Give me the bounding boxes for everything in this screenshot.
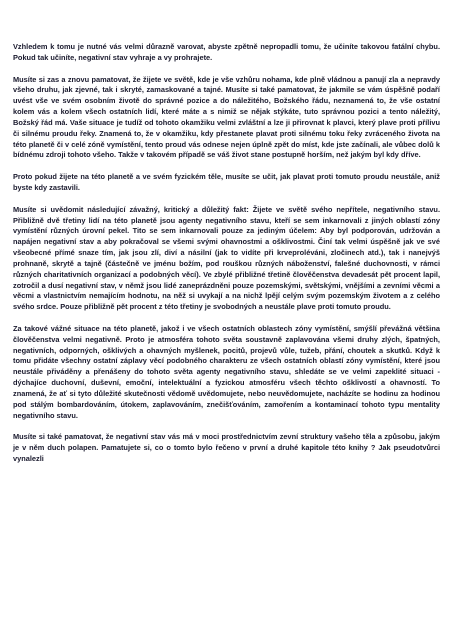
- document-body: [13, 42, 440, 465]
- paragraph-3: Proto pokud žijete na této planetě a ve svém fyzickém těle, musíte se učit, jak plavat proti tomuto proudu neustále, aniž byste kdy zastavili.: [13, 172, 440, 192]
- paragraph-4: Musíte si uvědomit následující závažný, kritický a důležitý fakt: Žijete ve světě svého nepřítele, negativního stavu. Přibližně dvě třetiny lidí na této planetě jsou agenty negativního stavu, kteří se sem inkarnovali z jiných oblastí zóny vymístění různých úrovní pekel. Tito se sem inkarnovali pouze za jediným účelem: Aby byl podporován, udržován a napájen negativní stav a aby pokračoval se všemi svými ohavnostmi a ošklivostmi. Činí tak velmi úspěšně jak ve své všeobecné přímé snaze tím, jak jsou zlí, diví a násilní (jak to vidíte při krveproléváni, zločinech atd.), tak i nanejvýš prohnaně, skrytě a tajně (částečně ve jménu božím, pod rouškou různých náboženství, falešné duchovnosti, v rámci různých charitativních organizací a podobných věcí). Ve zbylé přibližné třetině člověčenstva devadesát pět procent lapil, zotročil a dusí negativní stav, v němž jsou lidé zaneprázdněni pouze pozemskými, světskými, vnějšími a zevními věcmi a věcmi a vlastnictvím nemajícím hodnotu, na něž si uvykají a na nichž lpějí celým svým pozemským životem a z celého svého srdce. Pouze přibližně pět procent z této třetiny je svobodných a neustále plave proti tomuto proudu.: [13, 204, 440, 312]
- paragraph-gap: [13, 64, 440, 75]
- paragraph-1: Vzhledem k tomu je nutné vás velmi důrazně varovat, abyste zpětně nepropadli tomu, že učiníte takovou fatální chybu. Pokud tak učiníte, negativní stav vyhraje a vy prohrajete.: [13, 42, 440, 62]
- paragraph-6: Musíte si také pamatovat, že negativní stav vás má v moci prostřednictvím zevní struktury vašeho těla a způsobu, jakým je v něm duch polapen. Pamatujete si, co o tomto bylo řečeno v první a druhé kapitole této knihy ? Jak pseudotvůrci vynalezli: [13, 432, 440, 464]
- paragraph-gap: [13, 313, 440, 324]
- paragraph-gap: [13, 161, 440, 172]
- paragraph-2: Musíte si zas a znovu pamatovat, že žijete ve světě, kde je vše vzhůru nohama, kde plně vládnou a panují zla a nepravdy všeho druhu, jak zjevné, tak i skryté, zamaskované a tajné. Musíte si také pamatovat, že jakmile se vám úspěšně podaří uvést vše ve svém osobním životě do správné pozice a do náležitého, Božského řádu, neznamená to, že vše ostatní kolem vás a kolem všech ostatních lidí, které máte a s nimiž se nějak stýkáte, tuto správnou pozici a tento náležitý, Božský řád má. Vaše situace je tudíž od tohoto okamžiku velmi zvláštní a lze ji přirovnat k plavci, který plave proti přílivu či silnému proudu řeky. Znamená to, že v okamžiku, kdy přestanete plavat proti silnému toku řeky zvráceného života na této planetě či v celé zóně vymístění, tento proud vás odnese nejen úplně zpět do míst, kde jste začínali, ale vůbec dolů k bídnému zdroji tohoto všeho. Takže v takovém případě se váš život stane postupně horším, než jakým byl kdy dříve.: [13, 74, 440, 160]
- paragraph-5: Za takové vážné situace na této planetě, jakož i ve všech ostatních oblastech zóny vymístění, smýšlí převážná většina člověčenstva velmi negativně. Proto je atmosféra tohoto světa soustavně zaplavována všemi druhy zlých, špatných, negativních, odporných, ošklivých a ohavných myšlenek, pocitů, projevů vůle, tužeb, přání, choutek a skutků. Když k tomu přidáte všechny ostatní záplavy věcí podobného charakteru ze všech ostatních oblastí zóny vymístění, které jsou neustále přiváděny a přenášeny do tohoto světa agenty negativního stavu, shledáte se ve velmi zapeklité situaci - dýchajíce duchovní, duševní, emoční, intelektuální a fyzickou atmosféru všech těchto ošklivostí a ohavností. To znamená, že ať si tyto důležité skutečnosti vědomě uvědomujete, nebo neuvědomujete, nacházíte se hodinu za hodinou pod stálým bombardováním, útokem, zaplavováním, znečišťováním, zamořením a kontaminací tohoto typu mentality negativního stavu.: [13, 323, 440, 420]
- paragraph-gap: [13, 194, 440, 205]
- paragraph-gap: [13, 422, 440, 433]
